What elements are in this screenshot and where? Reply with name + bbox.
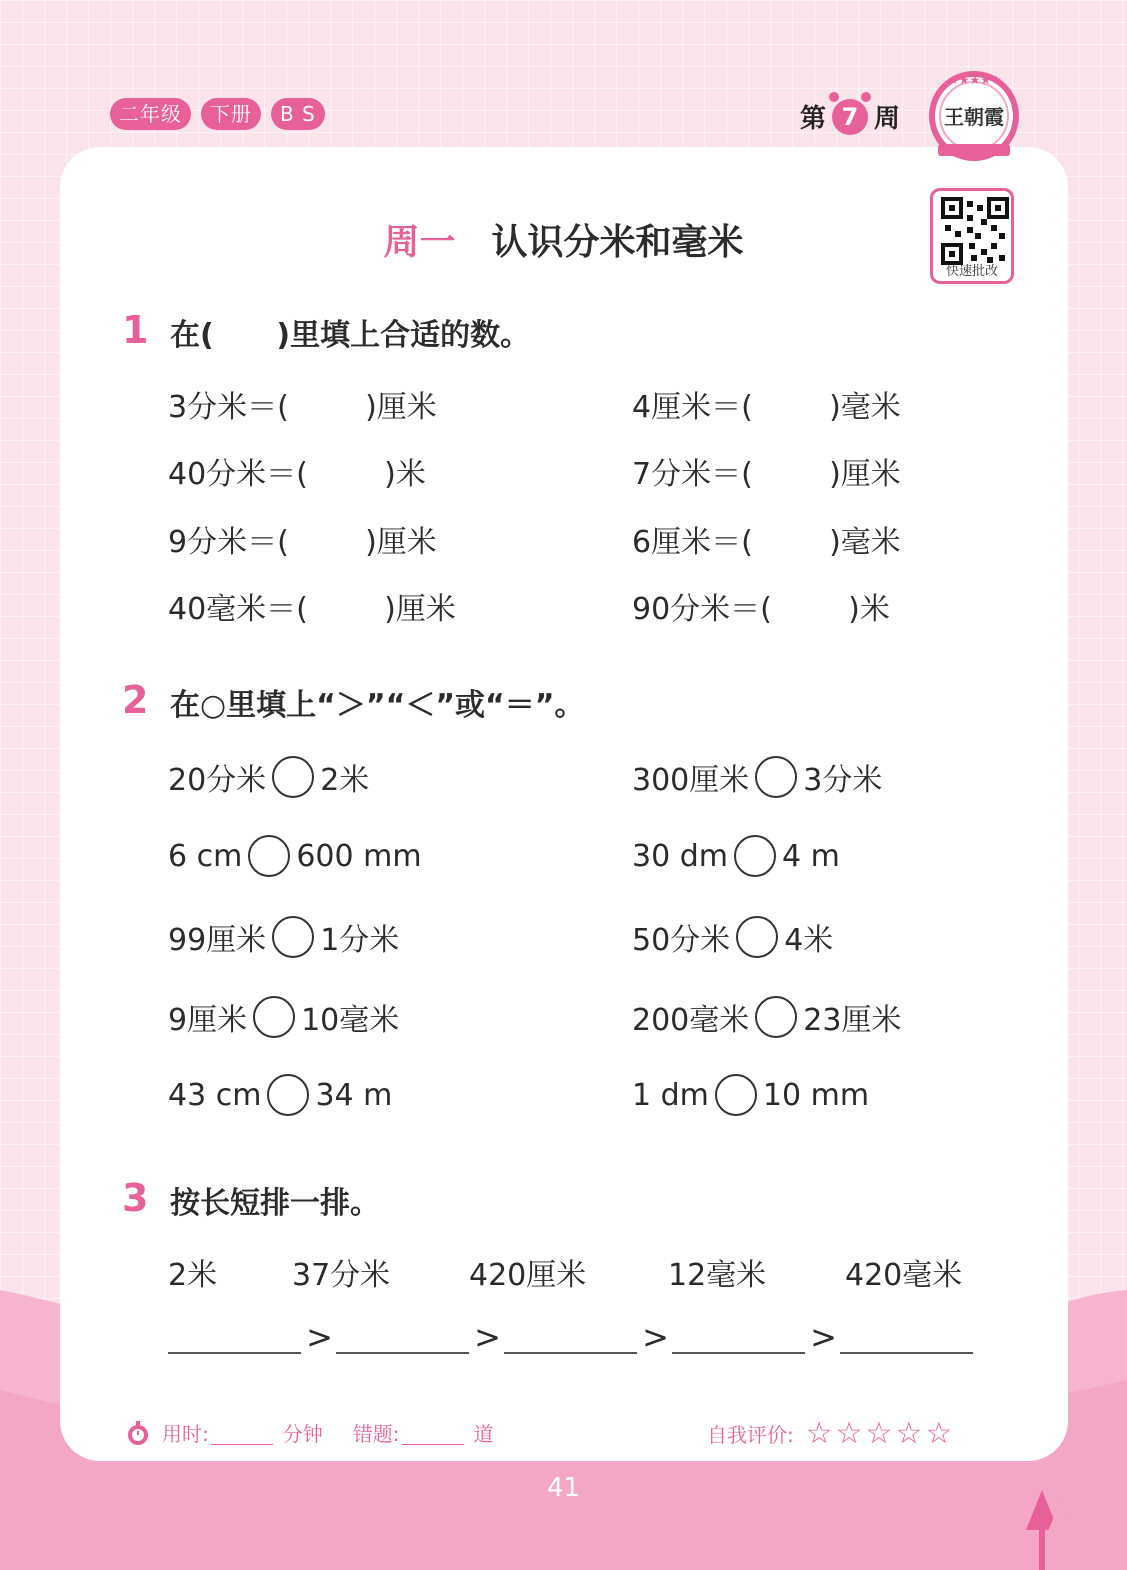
answer-blank[interactable] xyxy=(672,1318,805,1354)
compare-right-value: 10 mm xyxy=(762,1077,870,1113)
arrow-decoration-icon xyxy=(1026,1490,1076,1570)
fill-item[interactable]: 40分米＝( )米 xyxy=(168,457,426,492)
compare-circle[interactable] xyxy=(267,1074,309,1116)
svg-text:王朝霞: 王朝霞 xyxy=(944,105,1004,129)
grade-tag: 二年级 xyxy=(110,98,191,130)
compare-right-value: 4 m xyxy=(781,838,840,874)
compare-right-value: 23厘米 xyxy=(803,1003,902,1038)
compare-left-value: 43 cm xyxy=(168,1077,262,1113)
length-item: 2米 xyxy=(168,1258,218,1293)
compare-right-value: 10毫米 xyxy=(301,1003,400,1038)
greater-than-sign: > xyxy=(306,1318,333,1356)
compare-left-value: 200毫米 xyxy=(632,1003,750,1038)
answer-blank[interactable] xyxy=(168,1318,301,1354)
self-eval-label: 自我评价: xyxy=(707,1423,794,1447)
question-number-2: 2 xyxy=(122,678,149,722)
brand-seal-logo xyxy=(928,68,1020,162)
errors-label: 错题: xyxy=(352,1422,400,1446)
compare-right-value: 600 mm xyxy=(296,838,422,874)
star-rating-icons[interactable]: ☆☆☆☆☆ xyxy=(805,1416,956,1451)
question-prompt-2: 在○里填上“＞”“＜”或“＝”。 xyxy=(170,688,585,723)
question-prompt-3: 按长短排一排。 xyxy=(170,1186,380,1221)
question-prompt-1: 在( )里填上合适的数。 xyxy=(170,318,531,353)
answer-blank[interactable] xyxy=(336,1318,469,1354)
alarm-clock-icon xyxy=(832,99,868,135)
compare-circle[interactable] xyxy=(755,996,797,1038)
length-item: 420毫米 xyxy=(845,1258,963,1293)
compare-circle[interactable] xyxy=(755,756,797,798)
fill-item[interactable]: 90分米＝( )米 xyxy=(632,592,890,627)
greater-than-sign: > xyxy=(810,1318,837,1356)
week-indicator xyxy=(800,98,900,135)
page-number: 41 xyxy=(546,1473,581,1503)
length-item: 420厘米 xyxy=(469,1258,587,1293)
fill-item[interactable]: 6厘米＝( )毫米 xyxy=(632,525,901,560)
self-evaluation xyxy=(707,1416,955,1451)
compare-item xyxy=(168,915,399,959)
length-item: 37分米 xyxy=(292,1258,391,1293)
page-title xyxy=(0,214,1127,265)
compare-right-value: 1分米 xyxy=(320,923,400,958)
fill-item[interactable]: 4厘米＝( )毫米 xyxy=(632,390,901,425)
grade-tags xyxy=(110,98,325,130)
compare-left-value: 30 dm xyxy=(632,838,728,874)
edition-tag: B S xyxy=(271,98,325,130)
compare-item xyxy=(632,1074,869,1116)
compare-item xyxy=(632,995,901,1039)
compare-left-value: 20分米 xyxy=(168,763,267,798)
sort-answer-row xyxy=(168,1318,973,1354)
errors-input[interactable] xyxy=(402,1420,464,1445)
fill-item[interactable]: 9分米＝( )厘米 xyxy=(168,525,437,560)
compare-circle[interactable] xyxy=(272,916,314,958)
footer-record xyxy=(124,1418,494,1447)
volume-tag: 下册 xyxy=(201,98,261,130)
compare-circle[interactable] xyxy=(248,835,290,877)
compare-circle[interactable] xyxy=(734,835,776,877)
answer-blank[interactable] xyxy=(504,1318,637,1354)
fill-item[interactable]: 3分米＝( )厘米 xyxy=(168,390,437,425)
qr-label: 快速批改 xyxy=(945,264,998,279)
compare-item xyxy=(632,915,833,959)
fill-item[interactable]: 7分米＝( )厘米 xyxy=(632,457,901,492)
compare-right-value: 3分米 xyxy=(803,763,883,798)
week-number: 7 xyxy=(841,102,859,131)
time-unit: 分钟 xyxy=(282,1422,323,1446)
compare-right-value: 34 m xyxy=(315,1077,393,1113)
question-number-3: 3 xyxy=(122,1176,149,1220)
compare-left-value: 9厘米 xyxy=(168,1003,248,1038)
compare-item xyxy=(168,1074,392,1116)
length-item: 12毫米 xyxy=(668,1258,767,1293)
time-input[interactable] xyxy=(211,1420,273,1445)
compare-left-value: 1 dm xyxy=(632,1077,709,1113)
greater-than-sign: > xyxy=(474,1318,501,1356)
compare-item xyxy=(168,835,422,877)
compare-item xyxy=(168,755,369,799)
stopwatch-icon xyxy=(124,1419,152,1447)
title-topic: 认识分米和毫米 xyxy=(491,222,744,263)
answer-blank[interactable] xyxy=(840,1318,973,1354)
question-number-1: 1 xyxy=(122,308,149,352)
compare-left-value: 6 cm xyxy=(168,838,243,874)
compare-circle[interactable] xyxy=(253,996,295,1038)
greater-than-sign: > xyxy=(642,1318,669,1356)
compare-left-value: 99厘米 xyxy=(168,923,267,958)
week-suffix: 周 xyxy=(874,104,901,134)
title-day: 周一 xyxy=(383,222,456,263)
compare-circle[interactable] xyxy=(715,1074,757,1116)
compare-circle[interactable] xyxy=(736,916,778,958)
compare-item xyxy=(632,755,882,799)
compare-circle[interactable] xyxy=(272,756,314,798)
compare-item xyxy=(168,995,399,1039)
compare-item xyxy=(632,835,840,877)
compare-right-value: 2米 xyxy=(320,763,370,798)
week-prefix: 第 xyxy=(800,104,827,134)
compare-left-value: 300厘米 xyxy=(632,763,750,798)
fill-item[interactable]: 40毫米＝( )厘米 xyxy=(168,592,456,627)
compare-right-value: 4米 xyxy=(784,923,834,958)
compare-left-value: 50分米 xyxy=(632,923,731,958)
svg-text:★★★★★: ★★★★★ xyxy=(948,73,1002,87)
time-label: 用时: xyxy=(162,1422,209,1446)
errors-unit: 道 xyxy=(473,1422,494,1446)
